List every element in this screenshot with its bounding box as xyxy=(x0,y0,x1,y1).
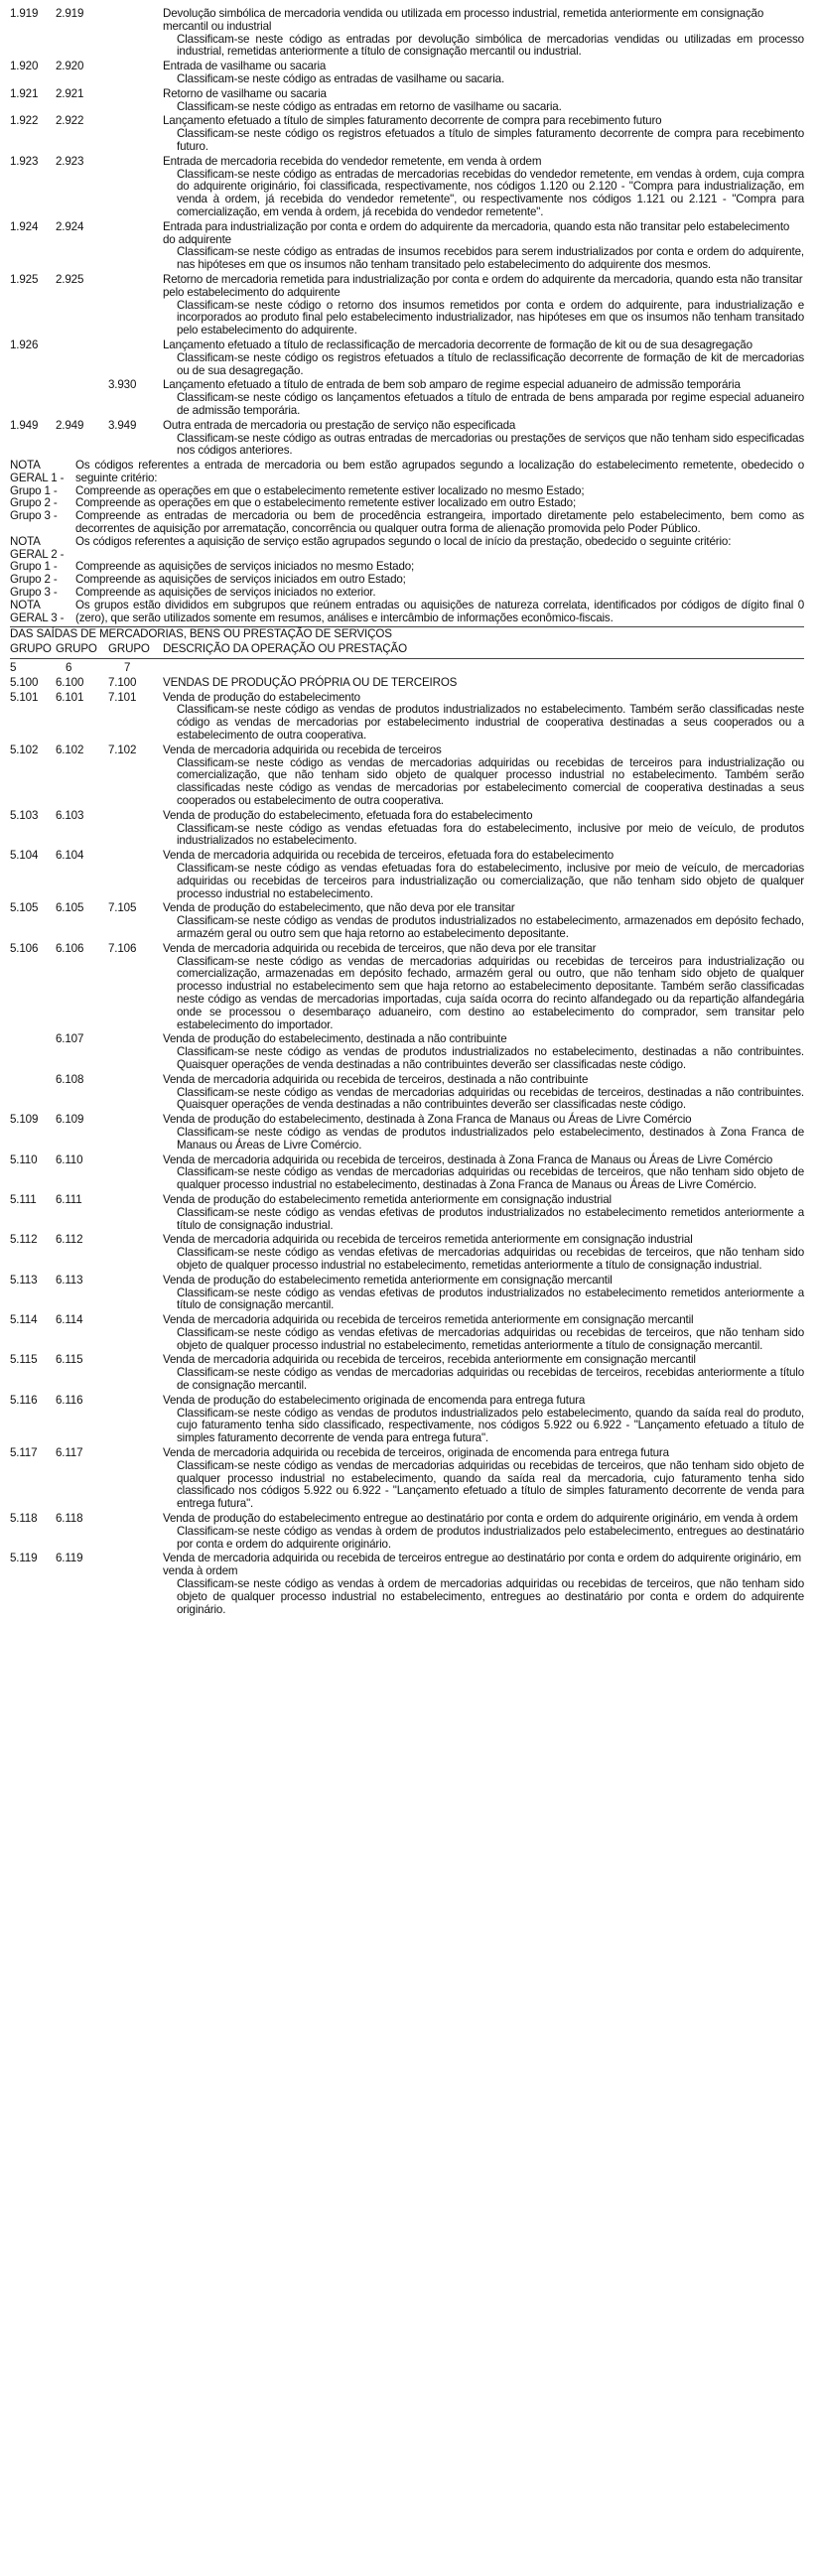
note-text: Compreende as aquisições de serviços iniciados em outro Estado; xyxy=(75,573,406,587)
operation-description: Classificam-se neste código as vendas de mercadorias adquiridas ou recebidas de terceiros, que não tenham sido objeto de qualquer processo industrial no estabelecimento, destinadas à Zona Franca de Manaus ou Áreas de Livre Comércio. xyxy=(177,1165,804,1192)
row-description-block xyxy=(163,745,804,808)
operation-description: Classificam-se neste código as entradas por devolução simbólica de mercadorias vendidas ou utilizadas em processo industrial, remetidas anteriormente a título de consignação mercantil ou industrial. xyxy=(177,32,804,59)
table-row xyxy=(10,379,804,417)
table-row xyxy=(10,1314,804,1352)
code-group-2: 2.919 xyxy=(56,7,84,20)
table-row xyxy=(10,156,804,219)
operation-title: Venda de mercadoria adquirida ou recebida de terceiros, destinada à Zona Franca de Manaus ou Áreas de Livre Comércio xyxy=(163,1152,773,1166)
code-group-2: 2.924 xyxy=(56,219,84,233)
table-row xyxy=(10,810,804,848)
code-group-2: 6.115 xyxy=(56,1353,83,1367)
note-label: Grupo 1 - xyxy=(10,560,58,574)
table-row xyxy=(10,745,804,808)
row-description-block xyxy=(163,420,804,458)
operation-title: Venda de produção do estabelecimento xyxy=(163,690,360,704)
operation-description: Classificam-se neste código os lançamentos efetuados a título de entrada de bens amparada por regime especial aduaneiro de admissão temporária. xyxy=(177,391,804,417)
row-description-block xyxy=(163,88,804,114)
entradas-table xyxy=(10,8,804,458)
code-group-1: 5.114 xyxy=(10,1313,38,1327)
operation-title: Venda de produção do estabelecimento entregue ao destinatário por conta e ordem do adquirente originário, em venda à ordem xyxy=(163,1512,798,1526)
code-group-2: 6.114 xyxy=(56,1313,83,1327)
code-group-3: 3.949 xyxy=(108,418,137,432)
operation-description: Classificam-se neste código as vendas de mercadorias adquiridas ou recebidas de terceiros para industrialização ou comercialização, que não tenham sido objeto de qualquer processo industrial no estabelecimento. Também serão classificadas neste código as vendas de mercadorias por estabelecimento comercial de cooperativa destinadas a seus cooperados ou estabelecimento de outra cooperativa. xyxy=(177,755,804,808)
operation-description: Classificam-se neste código as vendas efetivas de produtos industrializados no estabelecimento remetidos anteriormente a título de consignação mercantil. xyxy=(177,1286,804,1312)
code-group-1: 5.105 xyxy=(10,901,39,915)
table-row xyxy=(10,1234,804,1272)
table-row xyxy=(10,1354,804,1392)
operation-title: Venda de mercadoria adquirida ou recebida de terceiros, efetuada fora do estabelecimento xyxy=(163,849,615,863)
code-group-2: 6.109 xyxy=(56,1113,84,1127)
note-label: Grupo 3 - xyxy=(10,509,58,523)
table-row xyxy=(10,943,804,1032)
table-row xyxy=(10,88,804,114)
operation-title: Venda de produção do estabelecimento remetida anteriormente em consignação mercantil xyxy=(163,1273,613,1287)
table-row xyxy=(10,8,804,59)
code-group-2: 2.949 xyxy=(56,418,84,432)
code-group-2: 6.111 xyxy=(56,1192,82,1206)
code-group-3: 7.106 xyxy=(108,941,137,955)
operation-title: Venda de produção do estabelecimento, destinada à Zona Franca de Manaus ou Áreas de Livre Comércio xyxy=(163,1113,692,1127)
row-description-block xyxy=(163,1395,804,1445)
operation-description: Classificam-se neste código as vendas de mercadorias adquiridas ou recebidas de terceiros, recebidas anteriormente a título de consignação mercantil. xyxy=(177,1366,804,1393)
operation-description: Classificam-se neste código as vendas à ordem de produtos industrializados pelo estabelecimento, entregues ao destinatário por conta e ordem do adquirente originário. xyxy=(177,1524,804,1551)
operation-description: Classificam-se neste código as vendas de produtos industrializados pelo estabelecimento, quando da saída real do produto, cujo faturamento tenha sido classificado, respectivamente, nos códigos 5.922 ou 6.922 - "Lançamento efetuado a título de simples faturamento decorrente de venda para entrega futura". xyxy=(177,1406,804,1445)
operation-description: Classificam-se neste código o retorno dos insumos remetidos por conta e ordem do adquirente, para industrialização e incorporados ao produto final pelo estabelecimento industrializador, nas hipóteses em que os insumos não tenham transitado pelo estabelecimento do adquirente. xyxy=(177,298,804,338)
column-number-5: 5 xyxy=(10,661,17,675)
code-group-1: 5.117 xyxy=(10,1446,38,1460)
operation-description: Classificam-se neste código as vendas efetivas de mercadorias adquiridas ou recebidas de terceiros, que não tenham sido objeto de qualquer processo industrial no estabelecimento, remetidas anteriormente a título de consignação industrial. xyxy=(177,1246,804,1272)
column-number-6: 6 xyxy=(66,661,72,675)
code-group-1: 1.919 xyxy=(10,7,39,20)
row-description-block xyxy=(163,1354,804,1392)
code-group-1: 5.101 xyxy=(10,690,39,704)
note-row xyxy=(10,460,804,485)
code-group-1: 5.118 xyxy=(10,1512,38,1526)
row-description-block xyxy=(163,1553,804,1616)
code-group-1: 1.926 xyxy=(10,338,39,351)
saidas-table xyxy=(10,677,804,1617)
operation-description: Classificam-se neste código as outras entradas de mercadorias ou prestações de serviços que não tenham sido especificadas nos códigos anteriores. xyxy=(177,431,804,458)
operation-title: Venda de mercadoria adquirida ou recebida de terceiros, que não deva por ele transitar xyxy=(163,941,597,955)
operation-title: Venda de produção do estabelecimento originada de encomenda para entrega futura xyxy=(163,1393,586,1407)
operation-description: Classificam-se neste código as entradas em retorno de vasilhame ou sacaria. xyxy=(177,99,562,113)
code-group-1: 1.922 xyxy=(10,114,39,128)
operation-title: VENDAS DE PRODUÇÃO PRÓPRIA OU DE TERCEIROS xyxy=(163,675,458,689)
code-group-2: 6.102 xyxy=(56,743,84,756)
general-notes xyxy=(10,460,804,624)
table-row xyxy=(10,61,804,86)
row-description-block xyxy=(163,221,804,272)
table-row xyxy=(10,1275,804,1312)
row-description-block xyxy=(163,8,804,59)
operation-title: Venda de produção do estabelecimento remetida anteriormente em consignação industrial xyxy=(163,1192,612,1206)
row-description-block xyxy=(163,115,804,153)
row-description-block xyxy=(163,274,804,338)
table-row xyxy=(10,1074,804,1112)
operation-title: Venda de mercadoria adquirida ou recebida de terceiros xyxy=(163,743,442,756)
code-group-2: 6.118 xyxy=(56,1512,83,1526)
operation-title: Entrada de mercadoria recebida do vendedor remetente, em venda à ordem xyxy=(163,154,542,168)
table-row xyxy=(10,677,804,690)
note-text: Compreende as aquisições de serviços iniciados no exterior. xyxy=(75,586,376,600)
code-group-2: 6.116 xyxy=(56,1393,83,1407)
note-text: Os códigos referentes a aquisição de serviço estão agrupados segundo o local de início da prestação, obedecido o seguinte critério: xyxy=(75,534,732,548)
column-header-grupo-5: GRUPO xyxy=(10,642,52,656)
operation-description: Classificam-se neste código as vendas efetivas de produtos industrializados no estabelecimento remetidos anteriormente a título de consignação industrial. xyxy=(177,1205,804,1232)
code-group-1: 1.923 xyxy=(10,154,39,168)
code-group-1: 1.921 xyxy=(10,86,39,100)
operation-description: Classificam-se neste código as vendas de produtos industrializados pelo estabelecimento, destinados à Zona Franca de Manaus ou Áreas de Livre Comércio. xyxy=(177,1125,804,1152)
note-row xyxy=(10,536,804,562)
operation-title: Lançamento efetuado a título de reclassificação de mercadoria decorrente de formação de kit ou de sua desagregação xyxy=(163,338,752,351)
operation-description: Classificam-se neste código as vendas à ordem de mercadorias adquiridas ou recebidas de terceiros, que não tenham sido objeto de qualquer processo industrial no estabelecimento, entregues ao destinatário por conta e ordem do adquirente originário. xyxy=(177,1577,804,1616)
code-group-2: 2.922 xyxy=(56,114,84,128)
code-group-1: 5.111 xyxy=(10,1192,37,1206)
row-description-block xyxy=(163,156,804,219)
table-row xyxy=(10,1114,804,1152)
operation-description: Classificam-se neste código as vendas de mercadorias adquiridas ou recebidas de terceiros, que não tenham sido objeto de qualquer processo industrial no estabelecimento, quando da saída real da mercadoria, cujo faturamento tenha sido classificado nos códigos 5.922 ou 6.922 - "Lançamento efetuado a título de simples faturamento decorrente de venda para entrega futura". xyxy=(177,1458,804,1511)
table-row xyxy=(10,1513,804,1551)
operation-description: Classificam-se neste código as vendas efetuadas fora do estabelecimento, inclusive por meio de veículo, de mercadorias adquiridas ou recebidas de terceiros para industrialização ou comercialização, que não tenham sido objeto de qualquer processo industrial no estabelecimento. xyxy=(177,862,804,900)
operation-title: Devolução simbólica de mercadoria vendida ou utilizada em processo industrial, remetida anteriormente em consignação mercantil ou industrial xyxy=(163,7,764,33)
code-group-2: 6.110 xyxy=(56,1152,83,1166)
code-group-2: 2.920 xyxy=(56,60,84,73)
code-group-1: 5.106 xyxy=(10,941,39,955)
code-group-1: 1.949 xyxy=(10,418,39,432)
code-group-2: 2.923 xyxy=(56,154,84,168)
code-group-1: 5.103 xyxy=(10,808,39,822)
operation-title: Entrada de vasilhame ou sacaria xyxy=(163,60,327,73)
note-label: NOTA GERAL 1 - xyxy=(10,459,65,484)
operation-title: Entrada para industrialização por conta e ordem do adquirente da mercadoria, quando esta não transitar pelo estabelecimento do adquirente xyxy=(163,219,790,246)
row-description-block xyxy=(163,1234,804,1272)
column-header-row xyxy=(10,642,804,659)
note-text: Compreende as entradas de mercadoria ou bem de procedência estrangeira, importado diretamente pelo estabelecimento, bem como as decorrentes de aquisição por arrematação, concorrência ou qualquer outra forma de alienação promovida pelo Poder Público. xyxy=(75,509,804,536)
code-group-3: 7.100 xyxy=(108,675,137,689)
code-group-1: 5.112 xyxy=(10,1233,38,1247)
code-group-1: 1.925 xyxy=(10,272,39,286)
table-row xyxy=(10,692,804,743)
code-group-2: 2.925 xyxy=(56,272,84,286)
row-description-block xyxy=(163,1275,804,1312)
table-row xyxy=(10,1447,804,1511)
row-description-block xyxy=(163,810,804,848)
operation-description: Classificam-se neste código as entradas de mercadorias recebidas do vendedor remetente, em vendas à ordem, cuja compra do adquirente originário, foi classificada, respectivamente, nos códigos 1.120 ou 2.120 - "Compra para industrialização, em venda à ordem, já recebida do vendedor remetente", ou respectivamente nos códigos 1.121 ou 2.121 - "Compra para comercialização, em venda à ordem, já recebida do vendedor remetente". xyxy=(177,167,804,218)
operation-description: Classificam-se neste código as entradas de insumos recebidos para serem industrializados por conta e ordem do adquirente, nas hipóteses em que os insumos não tenham transitado pelo estabelecimento do adquirente dos mesmos. xyxy=(177,245,804,272)
operation-title: Venda de produção do estabelecimento, destinada a não contribuinte xyxy=(163,1032,507,1046)
code-group-2: 6.119 xyxy=(56,1552,83,1565)
operation-title: Venda de mercadoria adquirida ou recebida de terceiros entregue ao destinatário por conta e ordem do adquirente originário, em venda à ordem xyxy=(163,1552,802,1578)
operation-title: Retorno de mercadoria remetida para industrialização por conta e ordem do adquirente da mercadoria, quando esta não transitar pelo estabelecimento do adquirente xyxy=(163,272,803,299)
operation-title: Venda de mercadoria adquirida ou recebida de terceiros remetida anteriormente em consignação industrial xyxy=(163,1233,693,1247)
table-row xyxy=(10,902,804,940)
code-group-2: 6.100 xyxy=(56,675,84,689)
note-label: Grupo 3 - xyxy=(10,586,58,600)
note-row xyxy=(10,587,804,600)
operation-description: Classificam-se neste código as vendas efetivas de mercadorias adquiridas ou recebidas de terceiros, que não tenham sido objeto de qualquer processo industrial no estabelecimento, remetidas anteriormente a título de consignação mercantil. xyxy=(177,1325,804,1352)
table-row xyxy=(10,115,804,153)
code-group-2: 6.104 xyxy=(56,849,84,863)
row-description-block xyxy=(163,1074,804,1112)
operation-description: Classificam-se neste código as vendas de produtos industrializados no estabelecimento. Também serão classificadas neste código as vendas de mercadorias por estabelecimento industrial de cooperativa destinadas a seus cooperados ou a estabelecimento de outra cooperativa. xyxy=(177,703,804,743)
operation-description: Classificam-se neste código as vendas de produtos industrializados no estabelecimento, armazenados em depósito fechado, armazém geral ou outro sem que haja retorno ao estabelecimento depositante. xyxy=(177,914,804,940)
code-group-1: 5.115 xyxy=(10,1353,38,1367)
row-description-block xyxy=(163,339,804,377)
note-text: Os códigos referentes a entrada de mercadoria ou bem estão agrupados segundo a localização do estabelecimento remetente, obedecido o seguinte critério: xyxy=(75,459,804,484)
code-group-1: 1.924 xyxy=(10,219,39,233)
row-description-block xyxy=(163,677,804,690)
note-row xyxy=(10,510,804,536)
saidas-section xyxy=(10,626,804,1616)
row-description-block xyxy=(163,61,804,86)
note-text: Compreende as operações em que o estabelecimento remetente estiver localizado em outro Estado; xyxy=(75,496,577,510)
code-group-2: 6.108 xyxy=(56,1072,84,1086)
code-group-1: 5.109 xyxy=(10,1113,39,1127)
row-description-block xyxy=(163,1194,804,1232)
operation-title: Lançamento efetuado a título de simples faturamento decorrente de compra para recebimento futuro xyxy=(163,114,662,128)
row-description-block xyxy=(163,943,804,1032)
table-row xyxy=(10,274,804,338)
operation-title: Venda de mercadoria adquirida ou recebida de terceiros, destinada a não contribuinte xyxy=(163,1072,589,1086)
code-group-3: 7.101 xyxy=(108,690,137,704)
operation-title: Venda de mercadoria adquirida ou recebida de terceiros remetida anteriormente em consignação mercantil xyxy=(163,1313,694,1327)
code-group-3: 3.930 xyxy=(108,378,137,392)
note-text: Os grupos estão divididos em subgrupos que reúnem entradas ou aquisições de natureza correlata, identificados por códigos de dígito final 0 (zero), que serão utilizados somente em resumos, análises e intercâmbio de informações econômico-fiscais. xyxy=(75,598,804,624)
note-text: Compreende as operações em que o estabelecimento remetente estiver localizado no mesmo Estado; xyxy=(75,483,585,497)
operation-description: Classificam-se neste código as vendas de mercadorias adquiridas ou recebidas de terceiros para industrialização ou comercialização, armazenadas em depósito fechado, armazém geral ou outro, que não tenham sido objeto de qualquer processo industrial no estabelecimento sem que haja retorno ao estabelecimento depositante. Também serão classificadas neste código as vendas de mercadorias importadas, cuja saída ocorra do recinto alfandegado ou da repartição alfandegária onde se processou o desembaraço aduaneiro, com destino ao estabelecimento do comprador, sem transitar pelo estabelecimento do importador. xyxy=(177,954,804,1031)
column-number-7: 7 xyxy=(124,661,131,675)
code-group-1: 5.100 xyxy=(10,675,39,689)
column-header-descricao: DESCRIÇÃO DA OPERAÇÃO OU PRESTAÇÃO xyxy=(163,642,407,656)
table-row xyxy=(10,339,804,377)
table-row xyxy=(10,1154,804,1192)
code-group-1: 5.110 xyxy=(10,1152,38,1166)
operation-title: Lançamento efetuado a título de entrada de bem sob amparo de regime especial aduaneiro de admissão temporária xyxy=(163,378,741,392)
code-group-2: 6.103 xyxy=(56,808,84,822)
operation-description: Classificam-se neste código as vendas efetuadas fora do estabelecimento, inclusive por meio de veículo, de produtos industrializados no estabelecimento. xyxy=(177,821,804,848)
code-group-1: 5.113 xyxy=(10,1273,38,1287)
code-group-1: 5.116 xyxy=(10,1393,38,1407)
code-group-1: 5.104 xyxy=(10,849,39,863)
code-group-1: 5.102 xyxy=(10,743,39,756)
operation-description: Classificam-se neste código as vendas de produtos industrializados no estabelecimento, destinadas a não contribuintes. Quaisquer operações de venda destinadas a não contribuintes deverão ser classificadas neste código. xyxy=(177,1045,804,1071)
code-group-2: 6.105 xyxy=(56,901,84,915)
code-group-2: 6.112 xyxy=(56,1233,83,1247)
note-label: Grupo 2 - xyxy=(10,573,58,587)
note-label: Grupo 2 - xyxy=(10,496,58,510)
note-label: NOTA GERAL 3 - xyxy=(10,598,65,624)
section-title: DAS SAÍDAS DE MERCADORIAS, BENS OU PRESTAÇÃO DE SERVIÇOS xyxy=(10,627,392,641)
note-text: Compreende as aquisições de serviços iniciados no mesmo Estado; xyxy=(75,560,415,574)
code-group-3: 7.102 xyxy=(108,743,137,756)
row-description-block xyxy=(163,902,804,940)
code-group-2: 6.106 xyxy=(56,941,84,955)
row-description-block xyxy=(163,1033,804,1071)
table-row xyxy=(10,221,804,272)
row-description-block xyxy=(163,379,804,417)
operation-title: Venda de produção do estabelecimento, efetuada fora do estabelecimento xyxy=(163,808,533,822)
operation-title: Venda de mercadoria adquirida ou recebida de terceiros, recebida anteriormente em consignação mercantil xyxy=(163,1353,696,1367)
table-row xyxy=(10,1395,804,1445)
table-row xyxy=(10,420,804,458)
note-label: NOTA GERAL 2 - xyxy=(10,534,65,561)
column-header-grupo-7: GRUPO xyxy=(108,642,150,656)
code-group-2: 2.921 xyxy=(56,86,84,100)
table-row xyxy=(10,1553,804,1616)
note-label: Grupo 1 - xyxy=(10,483,58,497)
row-description-block xyxy=(163,1447,804,1511)
operation-title: Outra entrada de mercadoria ou prestação de serviço não especificada xyxy=(163,418,516,432)
row-description-block xyxy=(163,1114,804,1152)
row-description-block xyxy=(163,850,804,900)
column-header-grupo-6: GRUPO xyxy=(56,642,97,656)
table-row xyxy=(10,850,804,900)
operation-description: Classificam-se neste código as vendas de mercadorias adquiridas ou recebidas de terceiros, destinadas a não contribuintes. Quaisquer operações de venda destinadas a não contribuintes deverão ser classificadas neste código. xyxy=(177,1085,804,1112)
column-number-row xyxy=(10,662,804,675)
row-description-block xyxy=(163,692,804,743)
operation-description: Classificam-se neste código os registros efetuados a título de simples faturamento decorrente de compra para recebimento futuro. xyxy=(177,127,804,153)
code-group-1: 5.119 xyxy=(10,1552,38,1565)
row-description-block xyxy=(163,1154,804,1192)
document-page xyxy=(10,8,804,1618)
code-group-3: 7.105 xyxy=(108,901,137,915)
code-group-2: 6.107 xyxy=(56,1032,84,1046)
operation-description: Classificam-se neste código os registros efetuados a título de reclassificação decorrente de formação de kit de mercadorias ou de sua desagregação. xyxy=(177,350,804,377)
operation-title: Venda de produção do estabelecimento, que não deva por ele transitar xyxy=(163,901,515,915)
operation-title: Retorno de vasilhame ou sacaria xyxy=(163,86,327,100)
code-group-2: 6.113 xyxy=(56,1273,83,1287)
operation-title: Venda de mercadoria adquirida ou recebida de terceiros, originada de encomenda para entrega futura xyxy=(163,1446,669,1460)
code-group-1: 1.920 xyxy=(10,60,39,73)
code-group-2: 6.117 xyxy=(56,1446,83,1460)
note-row xyxy=(10,600,804,625)
table-row xyxy=(10,1033,804,1071)
code-group-2: 6.101 xyxy=(56,690,84,704)
operation-description: Classificam-se neste código as entradas de vasilhame ou sacaria. xyxy=(177,71,505,85)
row-description-block xyxy=(163,1513,804,1551)
row-description-block xyxy=(163,1314,804,1352)
table-row xyxy=(10,1194,804,1232)
